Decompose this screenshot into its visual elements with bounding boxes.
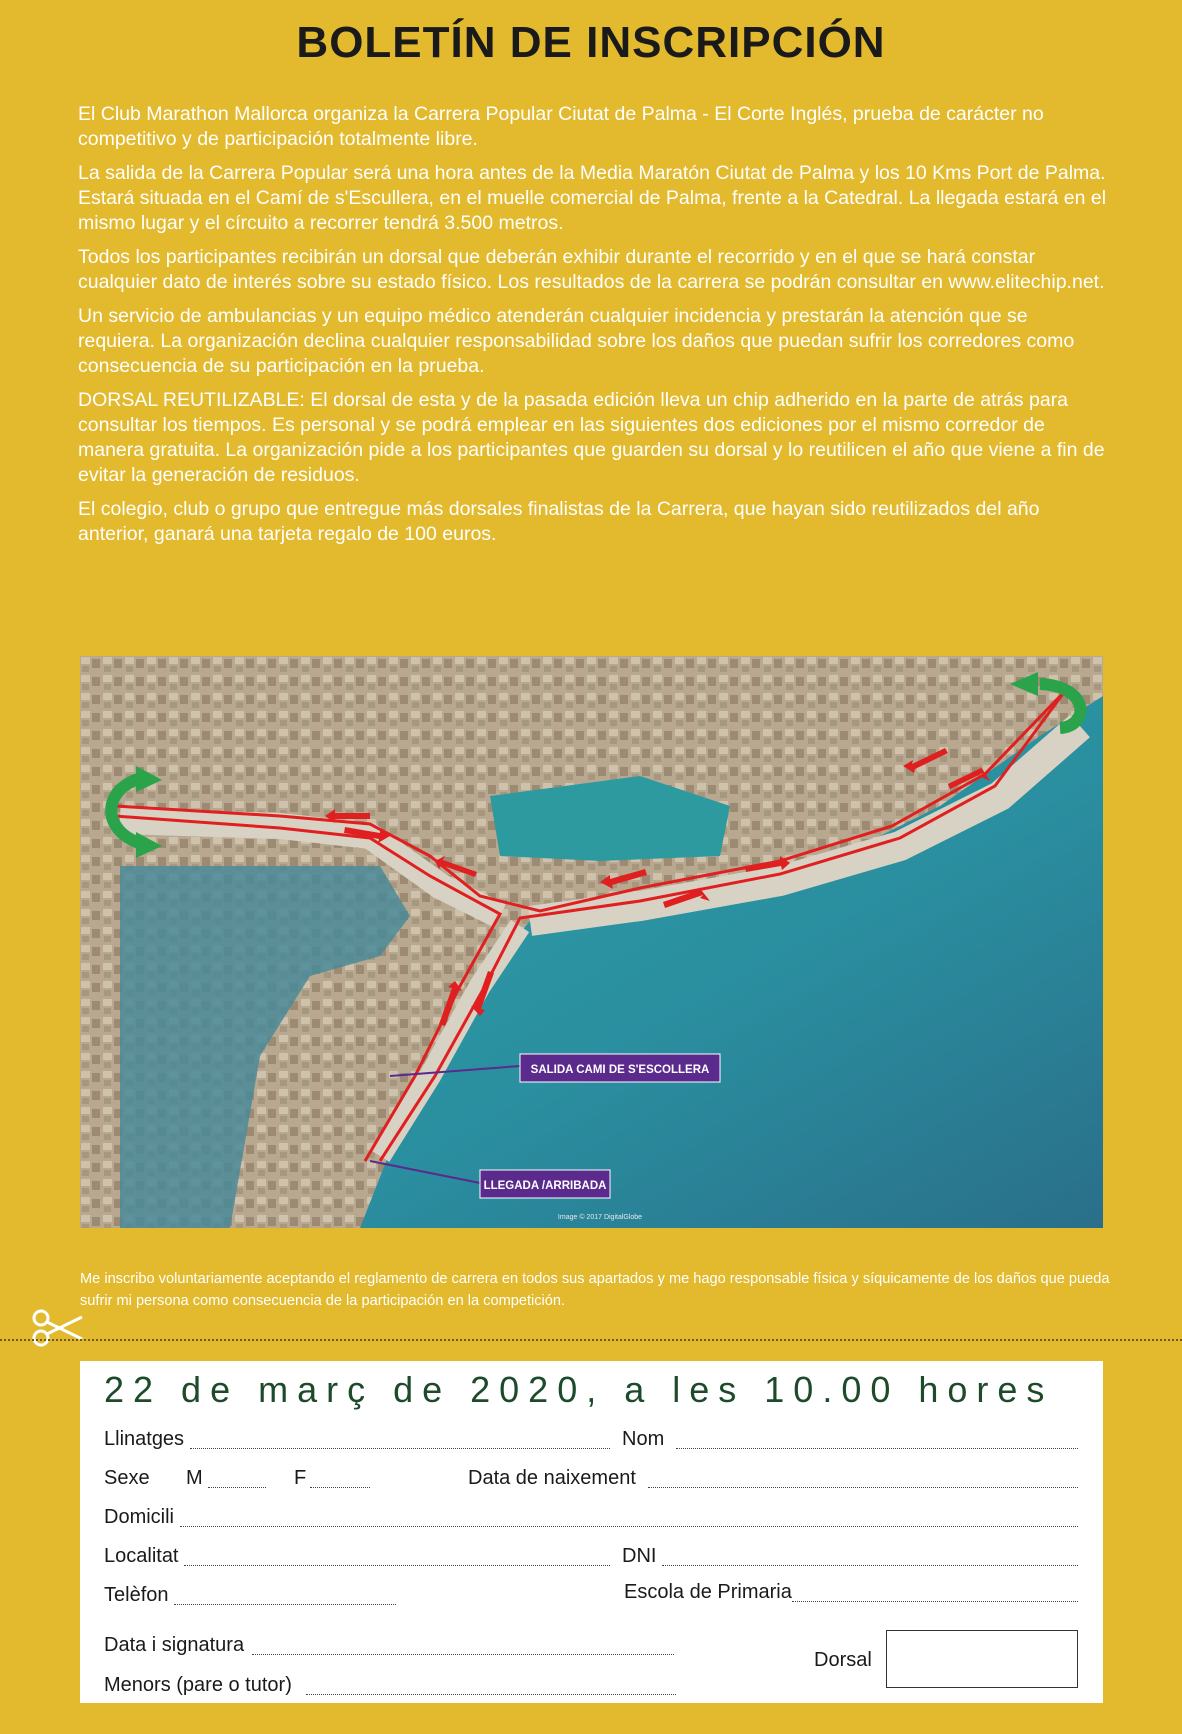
telefon-input[interactable] (174, 1604, 396, 1605)
nom-input[interactable] (676, 1448, 1078, 1449)
finish-label: LLEGADA /ARRIBADA (483, 1180, 607, 1192)
start-label: SALIDA CAMI DE S'ESCOLLERA (530, 1064, 710, 1076)
cut-line (0, 1339, 1182, 1341)
label-nom: Nom (622, 1428, 665, 1450)
label-dorsal: Dorsal (814, 1649, 872, 1671)
intro-paragraph: El colegio, club o grupo que entregue más dorsales finalistas de la Carrera, que hayan sido reutilizados del año anterior, ganará una tarjeta regalo de 100 euros. (78, 498, 1040, 545)
menors-input[interactable] (306, 1694, 676, 1695)
route-map (80, 656, 1103, 1228)
intro-paragraph: La salida de la Carrera Popular será una hora antes de la Media Maratón Ciutat de Palma y los 10 Kms Port de Palma. Estará situada en el Camí de s'Escullera, en el muelle comercial de Palma, frente a la Catedral. La llegada estará en el mismo lugar y el círcuito a recorrer tendrá 3.500 metros. (78, 162, 1107, 234)
data-naixement-input[interactable] (648, 1487, 1078, 1488)
intro-paragraph: Todos los participantes recibirán un dorsal que deberán exhibir durante el recorrido y en el que se hará constar cualquier dato de interés sobre su estado físico. Los resultados de la carrera se podrán consultar en www.elitechip.net. (78, 246, 1105, 293)
label-sexe: Sexe (104, 1467, 150, 1489)
label-menors: Menors (pare o tutor) (104, 1674, 292, 1696)
label-domicili: Domicili (104, 1506, 174, 1528)
event-date: 22 de març de 2020, a les 10.00 hores (104, 1369, 1054, 1410)
domicili-input[interactable] (180, 1526, 1078, 1527)
dorsal-input[interactable] (886, 1630, 1078, 1688)
disclaimer: Me inscribo voluntariamente aceptando el reglamento de carrera en todos sus apartados y me hago responsable física y síquicamente de los daños que pueda sufrir mi persona como consecuencia de la participación en la competición. (80, 1271, 1110, 1309)
sexe-f-input[interactable] (310, 1487, 370, 1488)
label-telefon: Telèfon (104, 1584, 169, 1606)
llinatges-input[interactable] (190, 1448, 610, 1449)
localitat-input[interactable] (184, 1565, 610, 1566)
dni-input[interactable] (662, 1565, 1078, 1566)
label-localitat: Localitat (104, 1545, 179, 1567)
label-escola: Escola de Primaria (624, 1581, 792, 1603)
sexe-m-input[interactable] (208, 1487, 266, 1488)
label-data-signatura: Data i signatura (104, 1634, 245, 1656)
scissors-icon (30, 1306, 84, 1350)
intro-paragraph: Un servicio de ambulancias y un equipo médico atenderán cualquier incidencia y prestarán la atención que se requiera. La organización declina cualquier responsabilidad sobre los daños que puedan sufrir los corredores como consecuencia de su participación en la prueba. (78, 305, 1075, 377)
label-llinatges: Llinatges (104, 1428, 185, 1450)
escola-input[interactable] (792, 1601, 1078, 1602)
registration-form (80, 1361, 1103, 1703)
label-dni: DNI (622, 1545, 657, 1567)
route-map-image (80, 656, 1103, 1228)
intro-paragraph: DORSAL REUTILIZABLE: El dorsal de esta y de la pasada edición lleva un chip adherido en la parte de atrás para consultar los tiempos. Es personal y se podrá emplear en las siguientes dos ediciones por el mismo corredor de manera gratuita. La organización pide a los participantes que guarden su dorsal y lo reutilicen el año que viene a fin de evitar la generación de residuos. (78, 389, 1105, 486)
label-data-naixement: Data de naixement (468, 1467, 636, 1489)
data-signatura-input[interactable] (252, 1654, 674, 1655)
intro-text (78, 102, 1108, 556)
label-m: M (186, 1467, 203, 1489)
label-f: F (294, 1467, 307, 1489)
image-credit: Image © 2017 DigitalGlobe (557, 1214, 643, 1221)
intro-paragraph: El Club Marathon Mallorca organiza la Carrera Popular Ciutat de Palma - El Corte Inglés, prueba de carácter no competitivo y de participación totalmente libre. (78, 103, 1044, 150)
page-title: BOLETÍN DE INSCRIPCIÓN (296, 18, 886, 67)
